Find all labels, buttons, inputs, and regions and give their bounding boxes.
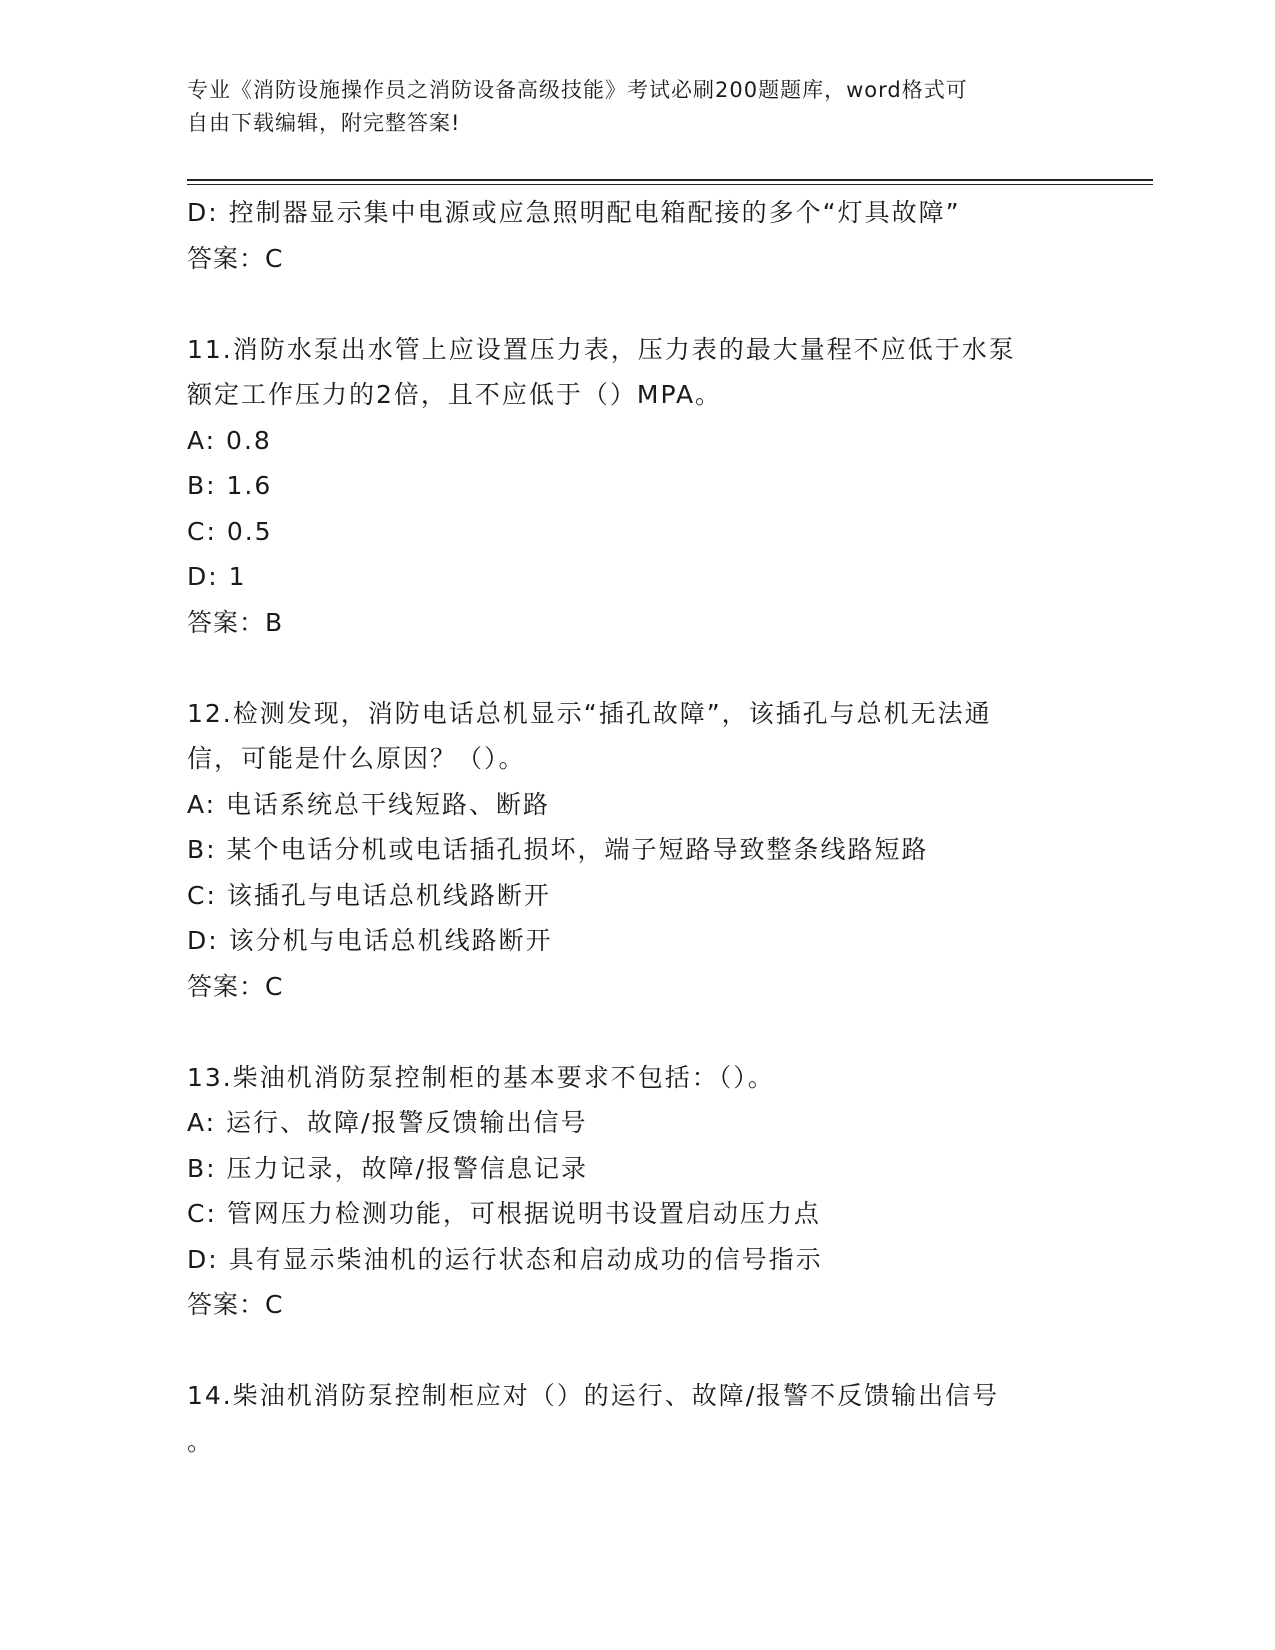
q12-option-d: D: 该分机与电话总机线路断开 [187,926,553,955]
q11-option-b: B: 1.6 [187,471,273,500]
q12-option-a: A: 电话系统总干线短路、断路 [187,789,551,819]
q11-option-a: A: 0.8 [187,425,272,455]
q12-option-c: C: 该插孔与电话总机线路断开 [187,880,551,910]
question-12 [187,691,1107,1010]
q11-answer: 答案：B [187,607,284,637]
q12-stem-line-2: 信，可能是什么原因？（）。 [187,744,526,773]
header-divider-thin [187,184,1153,185]
q11-option-c: C: 0.5 [187,516,273,546]
q12-stem-line-1: 12.检测发现，消防电话总机显示“插孔故障”，该插孔与总机无法通 [187,698,992,728]
q12-answer: 答案：C [187,971,284,1001]
q14-stem-line-2: 。 [187,1426,215,1456]
header-divider [187,179,1153,181]
document-header [187,74,1067,140]
q14-stem-line-1: 14.柴油机消防泵控制柜应对（）的运行、故障/报警不反馈输出信号 [187,1381,1000,1410]
q11-option-d: D: 1 [187,562,247,591]
q13-option-a: A: 运行、故障/报警反馈输出信号 [187,1108,588,1137]
q13-stem-line-1: 13.柴油机消防泵控制柜的基本要求不包括：（）。 [187,1062,775,1092]
q13-option-b: B: 压力记录，故障/报警信息记录 [187,1153,588,1183]
q11-stem-line-1: 11.消防水泵出水管上应设置压力表，压力表的最大量程不应低于水泵 [187,334,1016,364]
question-list [187,190,1107,1464]
question-10 [187,190,1107,281]
q13-option-d: D: 具有显示柴油机的运行状态和启动成功的信号指示 [187,1244,823,1274]
question-14 [187,1373,1107,1464]
q10-option-d: D: 控制器显示集中电源或应急照明配电箱配接的多个“灯具故障” [187,198,961,227]
question-13 [187,1055,1107,1328]
q13-option-c: C: 管网压力检测功能，可根据说明书设置启动压力点 [187,1199,821,1228]
header-line-2: 自由下载编辑，附完整答案! [187,111,461,135]
question-11 [187,327,1107,646]
q13-answer: 答案：C [187,1290,284,1319]
q10-answer: 答案：C [187,243,284,273]
header-line-1: 专业《消防设施操作员之消防设备高级技能》考试必刷200题题库，word格式可 [187,78,968,102]
q12-option-b: B: 某个电话分机或电话插孔损坏，端子短路导致整条线路短路 [187,835,929,864]
q11-stem-line-2: 额定工作压力的2倍，且不应低于（）MPA。 [187,380,723,409]
